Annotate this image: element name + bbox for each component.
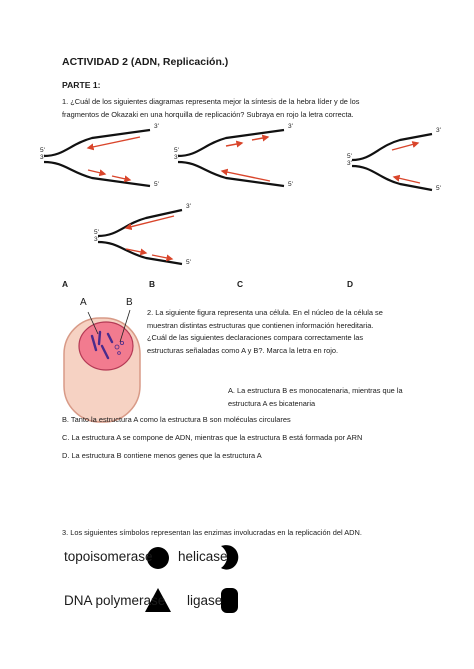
- ligase-symbol: [221, 588, 238, 613]
- option-label-d[interactable]: D: [347, 279, 354, 289]
- question-2-line: estructuras señaladas como A y B?. Marca la letra en rojo.: [147, 345, 339, 355]
- end-label: 5': [186, 259, 191, 266]
- end-label: 3': [436, 127, 441, 134]
- option-label-a[interactable]: A: [62, 279, 69, 289]
- option-a-line: A. La estructura B es monocatenaria, mientras que la: [228, 386, 403, 395]
- page-title: ACTIVIDAD 2 (ADN, Replicación.): [62, 56, 229, 68]
- end-label: 5': [154, 181, 159, 188]
- cell-label-b: B: [126, 297, 133, 308]
- end-label: 5': [288, 181, 293, 188]
- option-label-b[interactable]: B: [149, 279, 156, 289]
- end-label: 5': [436, 185, 441, 192]
- dna-polymerase-label: DNA polymerase: [64, 593, 166, 608]
- cell-label-a: A: [80, 297, 87, 308]
- question-2-line: ¿Cuál de las siguientes declaraciones compara correctamente las: [147, 333, 364, 342]
- question-2-line: muestran distintas estructuras que contienen información hereditaria.: [147, 320, 374, 330]
- question-3-text: 3. Los siguientes símbolos representan las enzimas involucradas en la replicación del ADN.: [62, 528, 362, 537]
- question-2-option-a[interactable]: [228, 385, 403, 410]
- fork-diagram-b: [178, 130, 284, 186]
- part-label: PARTE 1:: [62, 80, 101, 90]
- fork-d-left-labels: [94, 230, 99, 243]
- question-2-line: 2. La siguiente figura representa una célula. En el núcleo de la célula se: [147, 308, 383, 317]
- end-label: 3': [94, 235, 99, 243]
- okazaki-arrow: [88, 170, 105, 174]
- end-label: 5': [347, 153, 352, 160]
- option-label-c[interactable]: C: [237, 279, 244, 289]
- end-label: 3': [186, 203, 191, 210]
- ligase-label: ligase: [187, 593, 223, 608]
- end-label: 3': [288, 123, 293, 130]
- question-2-option-d[interactable]: D. La estructura B contiene menos genes que la estructura A: [62, 451, 262, 460]
- question-2-option-b[interactable]: B. Tanto la estructura A como la estructura B son moléculas circulares: [62, 415, 291, 424]
- end-label: 3': [347, 159, 352, 167]
- topoisomerase-label: topoisomerase: [64, 549, 153, 564]
- fork-diagram-d: [98, 210, 182, 264]
- helicase-label: helicase: [178, 549, 228, 564]
- end-label: 5': [94, 229, 99, 236]
- fork-diagram-c: [352, 134, 432, 190]
- end-label: 3': [40, 153, 45, 161]
- okazaki-arrow: [394, 177, 420, 183]
- option-a-line: estructura A es bicatenaria: [228, 398, 316, 408]
- question-1-line: 1. ¿Cuál de los siguientes diagramas representa mejor la síntesis de la hebra líder y de los: [62, 97, 360, 106]
- fork-c-left-labels: [347, 154, 352, 167]
- leading-strand-arrow: [88, 137, 140, 148]
- end-label: 3': [174, 153, 179, 161]
- fork-diagram-a: [44, 130, 150, 186]
- leading-strand-arrow: [392, 143, 418, 150]
- cell-figure: [64, 310, 140, 422]
- question-2-text: [147, 307, 383, 357]
- okazaki-arrow: [252, 137, 268, 140]
- end-label: 3': [154, 123, 159, 130]
- question-2-option-c[interactable]: C. La estructura A se compone de ADN, mientras que la estructura B está formada por ARN: [62, 433, 363, 442]
- fork-b-left-labels: [174, 148, 179, 161]
- end-label: 5': [40, 147, 45, 154]
- fork-a-left-labels: [40, 148, 45, 161]
- end-label: 5': [174, 147, 179, 154]
- okazaki-arrow: [226, 143, 242, 146]
- question-1-line: fragmentos de Okazaki en una horquilla de replicación? Subraya en rojo la letra correcta.: [62, 109, 354, 119]
- cell-nucleus: [79, 322, 133, 370]
- okazaki-arrow: [112, 176, 130, 180]
